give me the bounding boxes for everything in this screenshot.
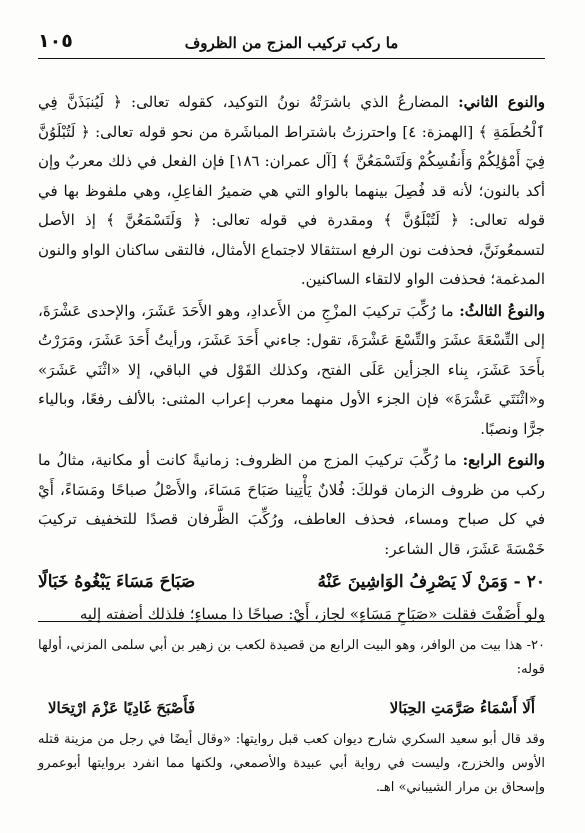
verse-first-part [318, 568, 545, 598]
paragraph-text: ما رُكِّبَ تركيبَ المزْجِ من الأَعدادِ، وهو الأَحَدَ عَشَرَ، والإحدى عَشْرَةَ، إلى التِّسْعَةَ عشَرَ والتِّسْعَ عَشْرَةَ، تقول: جاءني أَحَدَ عَشَرَ، ورأيتُ أَحَدَ عَشَرَ، ومَرَرْتُ بأَحَدَ عَشَرَ، بِناء الجزأين عَلَى الفتح، وكذلك القَوْل في الباقي، إلا «اثْنَي عَشَرَ» و«اثْنَتَي عَشْرَةَ» فإن الجزء الأول منهما معرب إعراب المثنى: بالألف رفعًا، وبالياء جرًّا ونصبًا. [38, 301, 545, 438]
paragraph-fourth-type [38, 446, 545, 564]
footnotes [38, 634, 545, 800]
verse-number: ٢٠ [526, 572, 545, 592]
running-title: ما ركب تركيب المزج من الظروف [184, 34, 399, 52]
footnote-intro: ٢٠- هذا بيت من الوافر، وهو البيت الرابع من قصيدة لكعب بن زهير بن أبي سلمى المزني، أولها قوله: [38, 638, 545, 677]
verse-first-hemistich: - وَمَنْ لَا يَصْرِفُ الوَاشِينَ عَنْهُ [317, 572, 521, 592]
paragraph-second-type [38, 88, 545, 295]
page-number: ١٠٥ [38, 30, 73, 52]
poem-verse [38, 568, 545, 598]
main-text [38, 88, 545, 631]
verse-second-hemistich: صَبَاحَ مَسَاءَ يَبْغُوهُ خَبَالًا [38, 572, 196, 592]
footnote-verse-second: فَأَصْبَحَ غَادِيًا عَزْمَ ارْتِحَالا [48, 699, 196, 717]
footnote-separator [38, 621, 545, 622]
page-header [38, 30, 545, 59]
paragraph-text: المضارعُ الذي باشرَتْهُ نونُ التوكيد، كقوله تعالى: ﴿ لَيُنبَذَنَّ فِي ٱلْحُطَمَةِ ﴾ [الهمزة: ٤] واحترزتُ باشتراط المباشَرة من نحو قوله تعالى: ﴿ لَتُبْلَوُنَّ فِيٓ أَمْوَٰلِكُمْ وَأَنفُسِكُمْ وَلَتَسْمَعُنَّ ﴾ [آل عمران: ١٨٦] فإن الفعل في ذلك معربٌ وإن أكد بالنون؛ لأنه قد فُصِلَ بينهما بالواو التي هي ضميرُ الفاعِلِ، وهي ملفوظ بها في قوله تعالى: ﴿ لَتُبْلَوُنَّ ﴾ ومقدرة في قوله تعالى: ﴿ وَلَتَسْمَعُنَّ ﴾ إذ الأصل لتسمعُونَنَّ، فحذفت نون الرفع استثقالا لاجتماع الأمثال، فالتقى ساكنان الواو والنون المدغمة؛ فحذفت الواو لالتقاء الساكنين. [38, 93, 545, 288]
section-lead: والنوع الرابع: [462, 451, 545, 469]
paragraph-third-type [38, 297, 545, 445]
paragraph-after-verse: ولو أَضَفْتَ فقلت «صَبَاحِ مَسَاءٍ» لجاز، أَيْ: صباحًا ذا مساءٍ؛ فلذلك أضفته إليه [79, 604, 545, 623]
footnote-text: وقد قال أبو سعيد السكري شارح ديوان كعب قبل روايتها: «وقال أيضًا في رجل من مزينة قتله الأوس والخزرج، وليست في رواية أبي عبيدة والأصمعي، ولكنها مما انفرد بروايتها أبوعمرو وإسحاق بن مرار الشيباني» اهـ. [38, 732, 545, 795]
paragraph-text: ما رُكِّبَ تركيبَ المزج من الظروف: زمانيةً كانت أو مكانية، مثالُ ما ركب من ظروف الزمان قولكَ: فُلانٌ يَأْتِينا صَبَاحَ مَسَاءَ، والأَصْلُ صباحًا ومَسَاءً، أَيْ في كل صباح ومساء، فحذف العاطف، ورُكِّبَ الظَّرفان قصدًا للتخفيف تركيبَ خَمْسَةَ عَشَرَ، قال الشاعر: [38, 451, 545, 558]
footnote-verse [38, 696, 545, 720]
section-lead: والنوعُ الثالثُ: [459, 301, 545, 320]
footnote-verse-first: أَلَا أَسْمَاءُ صَرَّمَتِ الحِبَالا [389, 699, 535, 717]
section-lead: والنوع الثاني: [458, 93, 545, 111]
